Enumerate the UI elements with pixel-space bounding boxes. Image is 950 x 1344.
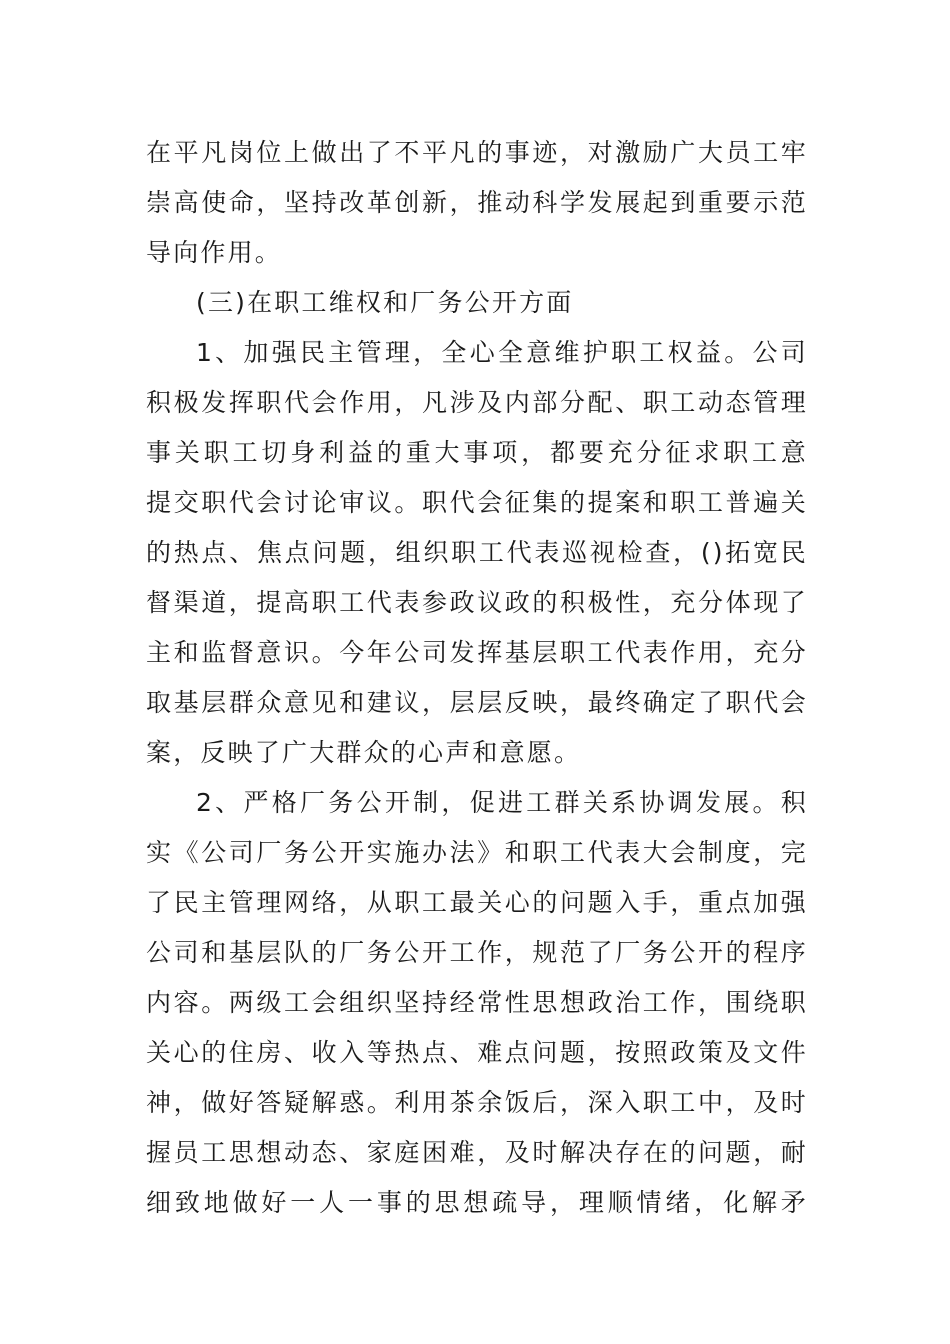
text-line: 取基层群众意见和建议，层层反映，最终确定了职代会	[146, 688, 808, 717]
text-line: 神，做好答疑解惑。利用茶余饭后，深入职工中，及时	[146, 1088, 808, 1117]
text-line: 公司和基层队的厂务公开工作，规范了厂务公开的程序	[146, 938, 808, 967]
document-body	[146, 128, 808, 1228]
text-line: 事关职工切身利益的重大事项，都要充分征求职工意	[146, 438, 808, 467]
text-line: 1、加强民主管理，全心全意维护职工权益。公司	[196, 338, 808, 367]
text-line: 崇高使命，坚持改革创新，推动科学发展起到重要示范	[146, 188, 808, 217]
text-line: 的热点、焦点问题，组织职工代表巡视检查，()拓宽民	[146, 538, 808, 567]
text-line: 积极发挥职代会作用，凡涉及内部分配、职工动态管理	[146, 388, 808, 417]
text-line: 提交职代会讨论审议。职代会征集的提案和职工普遍关	[146, 488, 808, 517]
text-line: 主和监督意识。今年公司发挥基层职工代表作用，充分	[146, 638, 808, 667]
text-line: 关心的住房、收入等热点、难点问题，按照政策及文件	[146, 1038, 808, 1067]
text-line: 握员工思想动态、家庭困难，及时解决存在的问题，耐	[146, 1138, 808, 1167]
text-line: 实《公司厂务公开实施办法》和职工代表大会制度，完	[146, 838, 808, 867]
text-line: 在平凡岗位上做出了不平凡的事迹，对激励广大员工牢	[146, 138, 808, 167]
text-line: 细致地做好一人一事的思想疏导，理顺情绪，化解矛	[146, 1188, 808, 1217]
text-line: 导向作用。	[146, 238, 283, 267]
text-line: 2、严格厂务公开制，促进工群关系协调发展。积	[196, 788, 808, 817]
text-line: 案，反映了广大群众的心声和意愿。	[146, 738, 582, 767]
text-line: 督渠道，提高职工代表参政议政的积极性，充分体现了	[146, 588, 808, 617]
text-line: 内容。两级工会组织坚持经常性思想政治工作，围绕职	[146, 988, 808, 1017]
text-line: 了民主管理网络，从职工最关心的问题入手，重点加强	[146, 888, 808, 917]
section-heading: (三)在职工维权和厂务公开方面	[196, 288, 574, 317]
